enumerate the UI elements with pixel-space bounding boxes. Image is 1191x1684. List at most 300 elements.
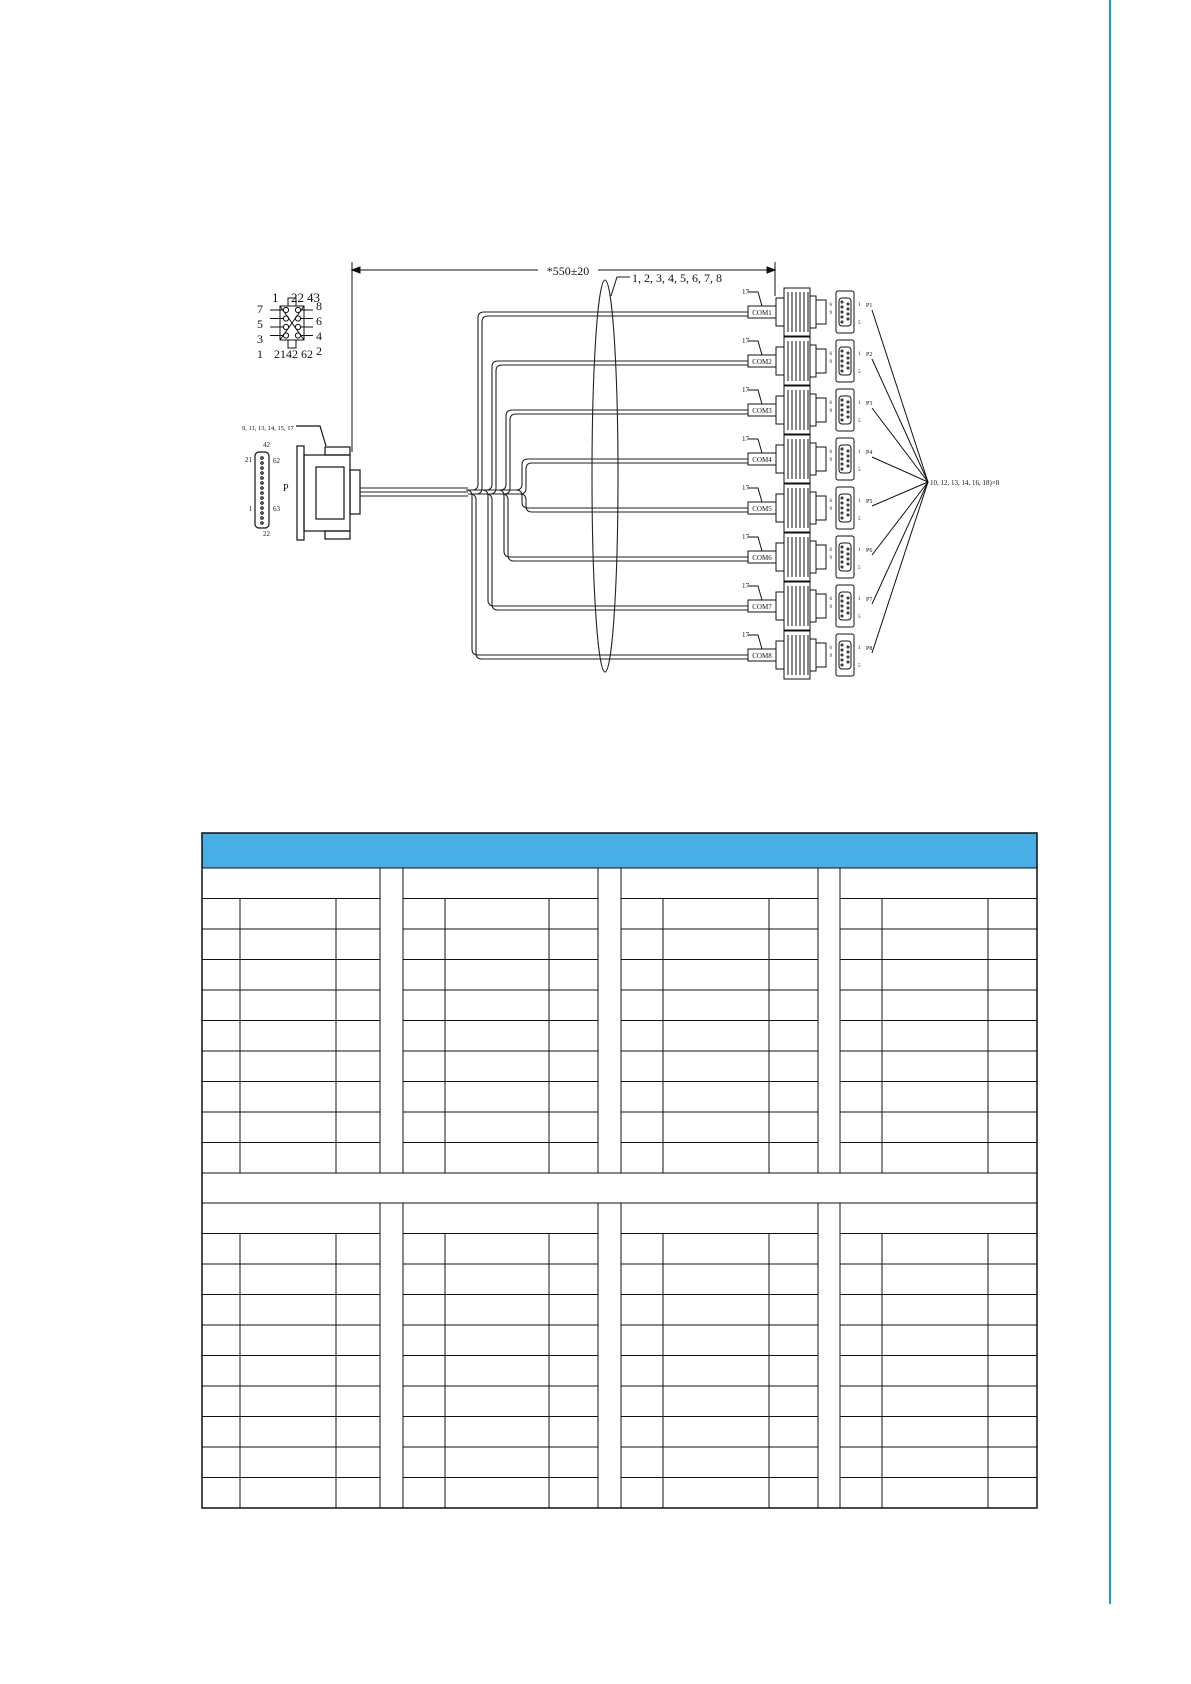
inset-left-pin-label: 3 bbox=[257, 332, 263, 346]
pin-number-cell bbox=[403, 1234, 445, 1265]
pin-number-cell bbox=[403, 1051, 445, 1082]
signal-name-cell bbox=[882, 1356, 988, 1387]
remark-cell bbox=[336, 1264, 380, 1295]
inset-left-pin-label: 5 bbox=[257, 317, 263, 331]
remark-cell bbox=[336, 1295, 380, 1326]
remark-cell bbox=[988, 1021, 1037, 1052]
db9-pin-label: 9 bbox=[829, 311, 832, 316]
com-callout: 17 bbox=[742, 631, 749, 639]
db9-pin-label: 9 bbox=[829, 458, 832, 463]
signal-name-cell bbox=[882, 1021, 988, 1052]
inset-top-pin-label: 1 bbox=[272, 290, 279, 305]
remark-cell bbox=[336, 1478, 380, 1509]
db9-pin-label: 6 bbox=[829, 352, 832, 357]
remark-cell bbox=[988, 1082, 1037, 1113]
pin-number-cell bbox=[621, 1143, 663, 1174]
signal-name-cell bbox=[663, 1447, 769, 1478]
com-label: COM4 bbox=[752, 456, 772, 464]
signal-name-cell bbox=[240, 1386, 336, 1417]
pin-number-cell bbox=[202, 1417, 240, 1448]
pin-number-cell bbox=[621, 1356, 663, 1387]
pin-number-cell bbox=[403, 1447, 445, 1478]
main-pin-label: 42 bbox=[263, 441, 270, 449]
inset-left-pin-label: 1 bbox=[257, 347, 263, 361]
remark-cell bbox=[549, 899, 598, 930]
signal-name-cell bbox=[882, 1386, 988, 1417]
signal-name-cell bbox=[445, 1264, 549, 1295]
pin-number-cell bbox=[621, 899, 663, 930]
remark-cell bbox=[769, 1325, 818, 1356]
pin-number-cell bbox=[840, 1325, 882, 1356]
block-title-cell bbox=[621, 868, 818, 899]
pin-number-cell bbox=[840, 1447, 882, 1478]
remark-cell bbox=[988, 1051, 1037, 1082]
remark-cell bbox=[336, 929, 380, 960]
pin-number-cell bbox=[621, 1112, 663, 1143]
db9-pin-label: 1 bbox=[858, 499, 861, 504]
pin-number-cell bbox=[403, 1082, 445, 1113]
pin-number-cell bbox=[840, 1112, 882, 1143]
remark-cell bbox=[988, 1417, 1037, 1448]
remark-cell bbox=[336, 1082, 380, 1113]
pin-number-cell bbox=[840, 1386, 882, 1417]
db9-pin-label: 5 bbox=[858, 664, 861, 669]
signal-name-cell bbox=[663, 1143, 769, 1174]
signal-name-cell bbox=[663, 1417, 769, 1448]
pin-number-cell bbox=[403, 990, 445, 1021]
remark-cell bbox=[769, 1112, 818, 1143]
remark-cell bbox=[988, 1478, 1037, 1509]
signal-name-cell bbox=[882, 1112, 988, 1143]
pin-number-cell bbox=[840, 899, 882, 930]
pin-number-cell bbox=[840, 1417, 882, 1448]
port-label: P4 bbox=[866, 450, 873, 456]
remark-cell bbox=[769, 1295, 818, 1326]
signal-name-cell bbox=[240, 1356, 336, 1387]
remark-cell bbox=[549, 1325, 598, 1356]
signal-name-cell bbox=[663, 1021, 769, 1052]
db9-pin-label: 9 bbox=[829, 409, 832, 414]
signal-name-cell bbox=[663, 1082, 769, 1113]
pin-number-cell bbox=[840, 1021, 882, 1052]
remark-cell bbox=[988, 899, 1037, 930]
remark-cell bbox=[769, 1021, 818, 1052]
remark-cell bbox=[336, 1021, 380, 1052]
remark-cell bbox=[988, 1295, 1037, 1326]
pin-number-cell bbox=[403, 929, 445, 960]
remark-cell bbox=[549, 1021, 598, 1052]
signal-name-cell bbox=[663, 899, 769, 930]
signal-name-cell bbox=[882, 899, 988, 930]
com-label: COM1 bbox=[752, 309, 772, 317]
inset-right-pin-label: 2 bbox=[316, 344, 322, 358]
remark-cell bbox=[336, 1386, 380, 1417]
remark-cell bbox=[336, 1447, 380, 1478]
main-pin-label: 62 bbox=[273, 457, 280, 465]
table-header-band bbox=[202, 833, 1037, 868]
pin-number-cell bbox=[202, 1143, 240, 1174]
pin-number-cell bbox=[202, 1295, 240, 1326]
db9-pin-label: 6 bbox=[829, 401, 832, 406]
pin-number-cell bbox=[403, 960, 445, 991]
length-dimension-label: *550±20 bbox=[546, 264, 590, 278]
remark-cell bbox=[769, 1143, 818, 1174]
db9-pin-label: 5 bbox=[858, 321, 861, 326]
remark-cell bbox=[549, 1295, 598, 1326]
signal-name-cell bbox=[445, 1386, 549, 1417]
pin-number-cell bbox=[403, 899, 445, 930]
main-pin-label: 1 bbox=[248, 505, 252, 513]
com-callout: 17 bbox=[742, 337, 749, 345]
com-callout: 17 bbox=[742, 533, 749, 541]
port-label: P2 bbox=[866, 352, 873, 358]
block-title-cell bbox=[202, 1203, 380, 1234]
signal-name-cell bbox=[240, 1325, 336, 1356]
remark-cell bbox=[988, 960, 1037, 991]
remark-cell bbox=[769, 929, 818, 960]
block-title-cell bbox=[403, 1203, 598, 1234]
remark-cell bbox=[549, 990, 598, 1021]
remark-cell bbox=[988, 1234, 1037, 1265]
remark-cell bbox=[549, 1356, 598, 1387]
signal-name-cell bbox=[240, 929, 336, 960]
remark-cell bbox=[549, 1051, 598, 1082]
remark-cell bbox=[336, 960, 380, 991]
pin-number-cell bbox=[840, 1082, 882, 1113]
pin-number-cell bbox=[621, 1325, 663, 1356]
remark-cell bbox=[336, 1356, 380, 1387]
signal-name-cell bbox=[445, 1417, 549, 1448]
remark-cell bbox=[769, 1234, 818, 1265]
block-title-cell bbox=[202, 868, 380, 899]
pin-number-cell bbox=[840, 1051, 882, 1082]
signal-name-cell bbox=[663, 1234, 769, 1265]
pin-number-cell bbox=[202, 929, 240, 960]
remark-cell bbox=[988, 1112, 1037, 1143]
signal-name-cell bbox=[445, 1234, 549, 1265]
pin-number-cell bbox=[840, 990, 882, 1021]
pin-number-cell bbox=[202, 960, 240, 991]
port-label: P6 bbox=[866, 548, 873, 554]
pin-number-cell bbox=[403, 1356, 445, 1387]
signal-name-cell bbox=[663, 1325, 769, 1356]
port-label: P3 bbox=[866, 401, 873, 407]
signal-name-cell bbox=[445, 1447, 549, 1478]
pin-number-cell bbox=[621, 929, 663, 960]
signal-name-cell bbox=[882, 1478, 988, 1509]
pin-number-cell bbox=[403, 1112, 445, 1143]
block-title-cell bbox=[840, 868, 1037, 899]
signal-name-cell bbox=[240, 1295, 336, 1326]
remark-cell bbox=[988, 929, 1037, 960]
db9-pin-label: 6 bbox=[829, 646, 832, 651]
inset-right-pin-label: 4 bbox=[316, 329, 322, 343]
remark-cell bbox=[336, 1325, 380, 1356]
inset-top-pin-label: 43 bbox=[307, 290, 320, 305]
remark-cell bbox=[336, 1051, 380, 1082]
remark-cell bbox=[769, 899, 818, 930]
signal-name-cell bbox=[663, 1264, 769, 1295]
signal-name-cell bbox=[663, 929, 769, 960]
pin-number-cell bbox=[840, 1478, 882, 1509]
signal-name-cell bbox=[882, 1264, 988, 1295]
remark-cell bbox=[769, 960, 818, 991]
db9-pin-label: 1 bbox=[858, 303, 861, 308]
pin-number-cell bbox=[403, 1478, 445, 1509]
db9-pin-label: 5 bbox=[858, 615, 861, 620]
pin-number-cell bbox=[202, 1447, 240, 1478]
signal-name-cell bbox=[240, 1143, 336, 1174]
signal-name-cell bbox=[445, 1295, 549, 1326]
db9-pin-label: 9 bbox=[829, 556, 832, 561]
pin-number-cell bbox=[202, 1021, 240, 1052]
signal-name-cell bbox=[882, 1143, 988, 1174]
signal-name-cell bbox=[882, 1417, 988, 1448]
remark-cell bbox=[549, 1264, 598, 1295]
port-label: P8 bbox=[866, 646, 873, 652]
signal-name-cell bbox=[882, 1295, 988, 1326]
signal-name-cell bbox=[445, 1021, 549, 1052]
pin-number-cell bbox=[621, 1264, 663, 1295]
remark-cell bbox=[769, 1447, 818, 1478]
pin-number-cell bbox=[202, 1264, 240, 1295]
db9-pin-label: 9 bbox=[829, 360, 832, 365]
remark-cell bbox=[988, 1447, 1037, 1478]
com-label: COM8 bbox=[752, 652, 772, 660]
pin-number-cell bbox=[840, 929, 882, 960]
signal-name-cell bbox=[240, 960, 336, 991]
pin-number-cell bbox=[621, 1417, 663, 1448]
remark-cell bbox=[336, 899, 380, 930]
pin-number-cell bbox=[403, 1386, 445, 1417]
db9-pin-label: 1 bbox=[858, 548, 861, 553]
signal-name-cell bbox=[240, 1447, 336, 1478]
signal-name-cell bbox=[445, 1143, 549, 1174]
signal-name-cell bbox=[240, 899, 336, 930]
remark-cell bbox=[549, 1143, 598, 1174]
com-label: COM7 bbox=[752, 603, 772, 611]
com-label: COM5 bbox=[752, 505, 772, 513]
signal-name-cell bbox=[445, 990, 549, 1021]
pin-number-cell bbox=[202, 1082, 240, 1113]
db9-pin-label: 1 bbox=[858, 352, 861, 357]
signal-name-cell bbox=[663, 1478, 769, 1509]
signal-name-cell bbox=[445, 1325, 549, 1356]
signal-name-cell bbox=[663, 1295, 769, 1326]
db9-pin-label: 1 bbox=[858, 646, 861, 651]
remark-cell bbox=[988, 1143, 1037, 1174]
pin-number-cell bbox=[403, 1417, 445, 1448]
signal-name-cell bbox=[663, 990, 769, 1021]
pin-number-cell bbox=[621, 1447, 663, 1478]
com-callout: 17 bbox=[742, 582, 749, 590]
signal-name-cell bbox=[240, 1234, 336, 1265]
com-label: COM2 bbox=[752, 358, 772, 366]
db9-pin-label: 6 bbox=[829, 303, 832, 308]
remark-cell bbox=[549, 1234, 598, 1265]
db9-pin-label: 5 bbox=[858, 370, 861, 375]
screw-callout: 10, 12, 13, 14, 16, 18)×8 bbox=[930, 479, 1000, 487]
signal-name-cell bbox=[445, 1082, 549, 1113]
signal-name-cell bbox=[240, 1082, 336, 1113]
pin-number-cell bbox=[403, 1143, 445, 1174]
signal-name-cell bbox=[663, 960, 769, 991]
db9-pin-label: 1 bbox=[858, 450, 861, 455]
signal-name-cell bbox=[240, 1112, 336, 1143]
remark-cell bbox=[769, 1386, 818, 1417]
signal-name-cell bbox=[240, 990, 336, 1021]
remark-cell bbox=[336, 1112, 380, 1143]
remark-cell bbox=[549, 1417, 598, 1448]
block-title-cell bbox=[840, 1203, 1037, 1234]
remark-cell bbox=[988, 1325, 1037, 1356]
signal-name-cell bbox=[445, 1112, 549, 1143]
pin-number-cell bbox=[202, 1051, 240, 1082]
pin-number-cell bbox=[403, 1325, 445, 1356]
remark-cell bbox=[769, 1417, 818, 1448]
remark-cell bbox=[549, 929, 598, 960]
pin-number-cell bbox=[840, 1295, 882, 1326]
pin-number-cell bbox=[202, 1478, 240, 1509]
pin-number-cell bbox=[621, 1082, 663, 1113]
pin-number-cell bbox=[840, 1234, 882, 1265]
inset-right-pin-label: 6 bbox=[316, 314, 322, 328]
signal-name-cell bbox=[445, 899, 549, 930]
db9-pin-label: 1 bbox=[858, 401, 861, 406]
pin-number-cell bbox=[621, 1478, 663, 1509]
remark-cell bbox=[336, 1143, 380, 1174]
main-connector-callout: 9, 11, 13, 14, 15, 17 bbox=[242, 425, 294, 432]
table-separator-row bbox=[202, 1173, 1037, 1203]
inset-left-pin-label: 7 bbox=[257, 302, 263, 316]
pin-number-cell bbox=[840, 960, 882, 991]
remark-cell bbox=[769, 1478, 818, 1509]
signal-name-cell bbox=[663, 1356, 769, 1387]
signal-name-cell bbox=[445, 1478, 549, 1509]
pin-number-cell bbox=[621, 960, 663, 991]
db9-pin-label: 6 bbox=[829, 597, 832, 602]
block-title-cell bbox=[621, 1203, 818, 1234]
db9-pin-label: 9 bbox=[829, 507, 832, 512]
port-label: P7 bbox=[866, 597, 873, 603]
pin-number-cell bbox=[403, 1021, 445, 1052]
signal-name-cell bbox=[882, 1051, 988, 1082]
signal-name-cell bbox=[663, 1386, 769, 1417]
pin-number-cell bbox=[202, 990, 240, 1021]
remark-cell bbox=[549, 960, 598, 991]
signal-name-cell bbox=[240, 1264, 336, 1295]
remark-cell bbox=[549, 1478, 598, 1509]
signal-name-cell bbox=[240, 1478, 336, 1509]
db9-pin-label: 1 bbox=[858, 597, 861, 602]
db9-pin-label: 6 bbox=[829, 548, 832, 553]
inset-bottom-pin-label: 2142 62 bbox=[274, 347, 313, 361]
signal-name-cell bbox=[882, 929, 988, 960]
pin-number-cell bbox=[202, 1234, 240, 1265]
com-callout: 17 bbox=[742, 288, 749, 296]
main-connector-letter: P bbox=[283, 483, 289, 494]
pin-number-cell bbox=[621, 1234, 663, 1265]
pin-number-cell bbox=[840, 1143, 882, 1174]
com-callout: 17 bbox=[742, 386, 749, 394]
db9-pin-label: 9 bbox=[829, 605, 832, 610]
remark-cell bbox=[988, 1264, 1037, 1295]
remark-cell bbox=[988, 990, 1037, 1021]
db9-pin-label: 6 bbox=[829, 450, 832, 455]
signal-name-cell bbox=[240, 1021, 336, 1052]
remark-cell bbox=[549, 1447, 598, 1478]
db9-pin-label: 5 bbox=[858, 468, 861, 473]
pin-number-cell bbox=[621, 1386, 663, 1417]
wire-group-label: 1, 2, 3, 4, 5, 6, 7, 8 bbox=[632, 271, 722, 285]
signal-name-cell bbox=[663, 1112, 769, 1143]
inset-top-pin-label: 22 bbox=[291, 290, 304, 305]
port-label: P5 bbox=[866, 499, 873, 505]
signal-name-cell bbox=[445, 1356, 549, 1387]
remark-cell bbox=[549, 1386, 598, 1417]
pin-number-cell bbox=[840, 1356, 882, 1387]
remark-cell bbox=[336, 1417, 380, 1448]
main-pin-label: 21 bbox=[245, 456, 252, 464]
signal-name-cell bbox=[882, 1234, 988, 1265]
signal-name-cell bbox=[882, 960, 988, 991]
pin-number-cell bbox=[202, 1386, 240, 1417]
pin-number-cell bbox=[202, 1325, 240, 1356]
pin-number-cell bbox=[202, 1112, 240, 1143]
pin-number-cell bbox=[403, 1264, 445, 1295]
signal-name-cell bbox=[445, 960, 549, 991]
remark-cell bbox=[336, 990, 380, 1021]
remark-cell bbox=[769, 1264, 818, 1295]
remark-cell bbox=[769, 1051, 818, 1082]
db9-pin-label: 9 bbox=[829, 654, 832, 659]
pin-number-cell bbox=[621, 990, 663, 1021]
pin-number-cell bbox=[621, 1295, 663, 1326]
pin-number-cell bbox=[403, 1295, 445, 1326]
signal-name-cell bbox=[445, 1051, 549, 1082]
remark-cell bbox=[988, 1386, 1037, 1417]
remark-cell bbox=[336, 1234, 380, 1265]
db9-pin-label: 5 bbox=[858, 566, 861, 571]
signal-name-cell bbox=[240, 1051, 336, 1082]
db9-pin-label: 6 bbox=[829, 499, 832, 504]
signal-name-cell bbox=[882, 990, 988, 1021]
pin-number-cell bbox=[621, 1021, 663, 1052]
port-label: P1 bbox=[866, 303, 873, 309]
com-callout: 17 bbox=[742, 484, 749, 492]
main-pin-label: 63 bbox=[273, 505, 280, 513]
signal-name-cell bbox=[240, 1417, 336, 1448]
remark-cell bbox=[769, 990, 818, 1021]
pin-number-cell bbox=[840, 1264, 882, 1295]
signal-name-cell bbox=[663, 1051, 769, 1082]
pin-number-cell bbox=[202, 899, 240, 930]
remark-cell bbox=[549, 1082, 598, 1113]
signal-name-cell bbox=[882, 1082, 988, 1113]
signal-name-cell bbox=[445, 929, 549, 960]
signal-name-cell bbox=[882, 1325, 988, 1356]
pin-number-cell bbox=[621, 1051, 663, 1082]
remark-cell bbox=[769, 1356, 818, 1387]
signal-name-cell bbox=[882, 1447, 988, 1478]
pin-number-cell bbox=[202, 1356, 240, 1387]
db9-pin-label: 5 bbox=[858, 517, 861, 522]
com-label: COM6 bbox=[752, 554, 772, 562]
inset-right-pin-label: 8 bbox=[316, 299, 322, 313]
com-callout: 17 bbox=[742, 435, 749, 443]
remark-cell bbox=[988, 1356, 1037, 1387]
remark-cell bbox=[549, 1112, 598, 1143]
